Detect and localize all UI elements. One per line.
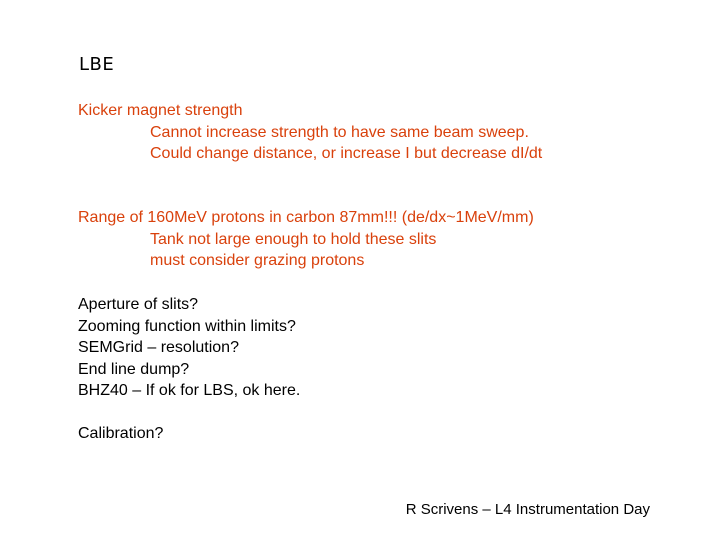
- range-line: Tank not large enough to hold these slits: [150, 230, 437, 248]
- question-line: SEMGrid – resolution?: [78, 339, 239, 356]
- slide-footer: R Scrivens – L4 Instrumentation Day: [405, 501, 650, 518]
- range-heading: Range of 160MeV protons in carbon 87mm!!! (de/dx~1MeV/mm): [78, 209, 534, 226]
- kicker-line: Cannot increase strength to have same beam sweep.: [150, 123, 529, 141]
- calibration-block: [78, 423, 163, 445]
- questions-block: [78, 294, 300, 402]
- question-line: Aperture of slits?: [78, 296, 199, 313]
- kicker-line: Could change distance, or increase I but decrease dI/dt: [150, 145, 543, 162]
- range-block: [78, 207, 534, 272]
- slide-title: LBE: [79, 54, 115, 75]
- question-line: Zooming function within limits?: [78, 317, 296, 335]
- kicker-block: [78, 100, 542, 165]
- question-line: BHZ40 – If ok for LBS, ok here.: [78, 382, 301, 399]
- kicker-heading: Kicker magnet strength: [78, 102, 243, 119]
- question-line: End line dump?: [78, 360, 190, 378]
- range-line: must consider grazing protons: [150, 252, 365, 269]
- calibration-line: Calibration?: [78, 425, 164, 442]
